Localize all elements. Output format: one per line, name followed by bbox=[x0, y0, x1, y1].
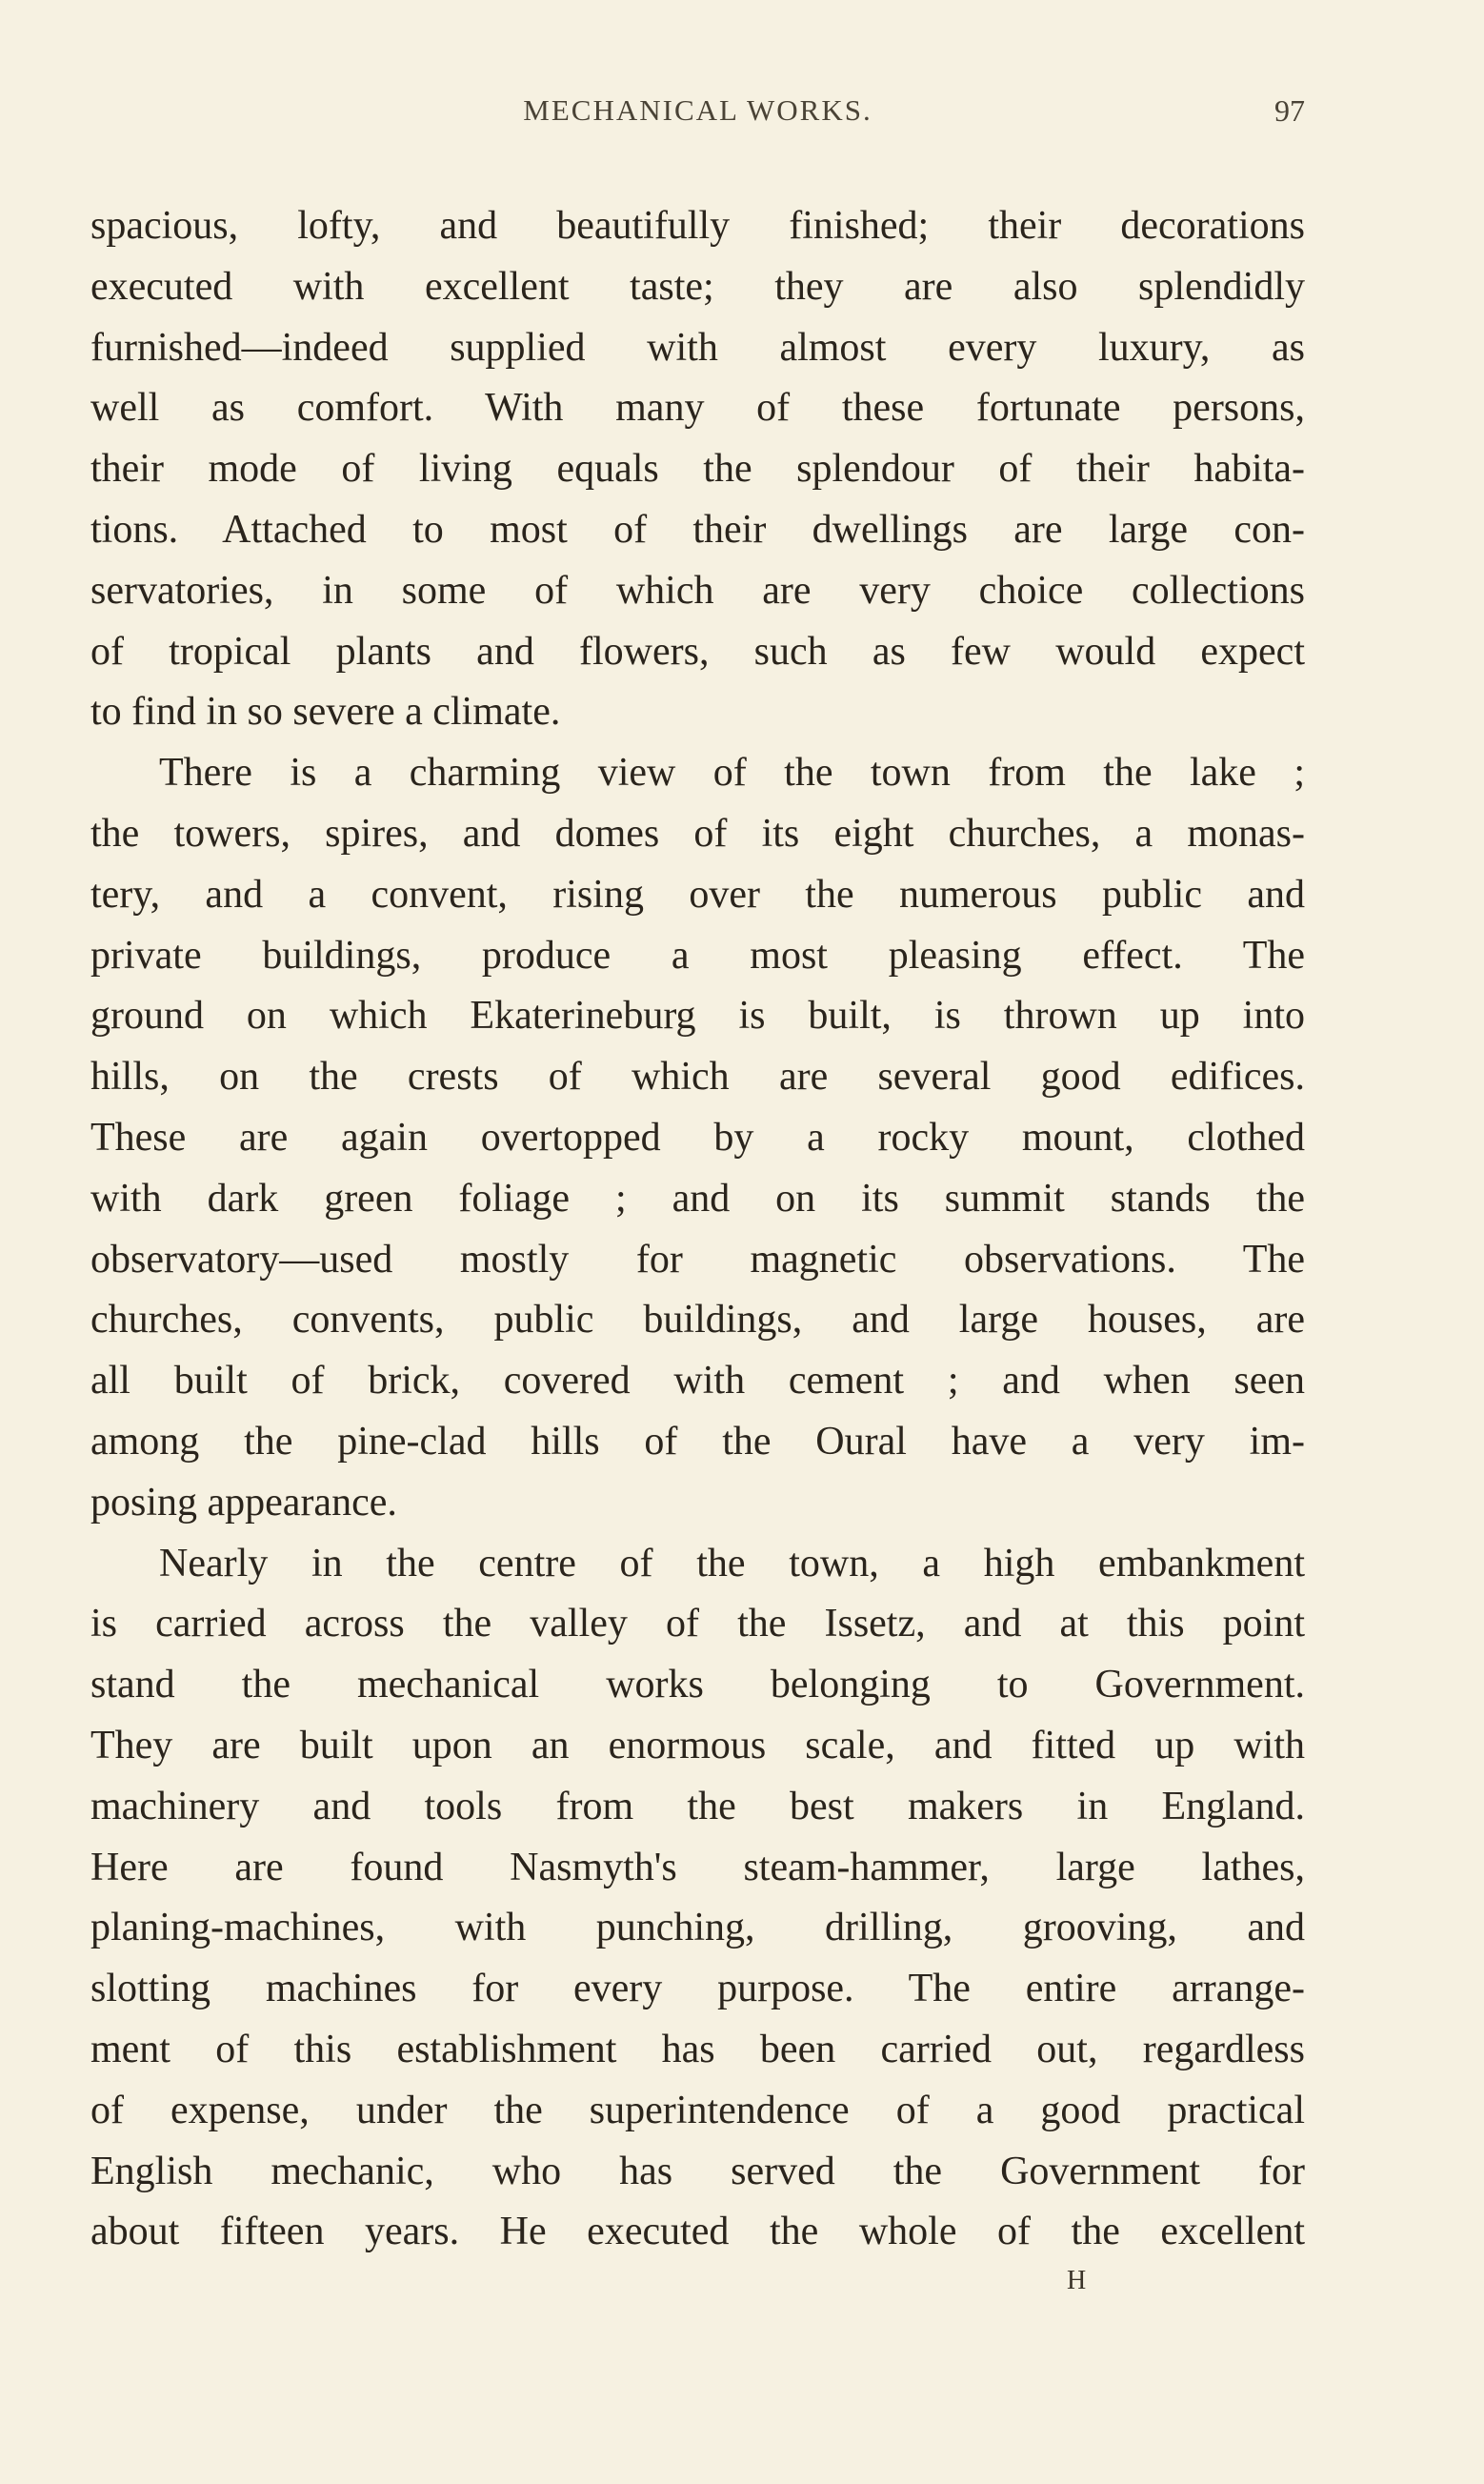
text-line: hills, on the crests of which are several good edifices. bbox=[90, 1055, 1305, 1100]
paragraph-start-line: There is a charming view of the town from the lake ; bbox=[159, 751, 1305, 796]
text-line: churches, convents, public buildings, and large houses, are bbox=[90, 1298, 1305, 1343]
body-text bbox=[90, 196, 1305, 2263]
text-line: They are built upon an enormous scale, and fitted up with bbox=[90, 1723, 1305, 1767]
text-line: machinery and tools from the best makers in England. bbox=[90, 1784, 1305, 1828]
text-line: among the pine-clad hills of the Oural have a very im- bbox=[90, 1419, 1305, 1464]
text-line: well as comfort. With many of these fortunate persons, bbox=[90, 386, 1305, 431]
text-line: their mode of living equals the splendour of their habita- bbox=[90, 447, 1305, 492]
text-line: all built of brick, covered with cement ; and when seen bbox=[90, 1359, 1305, 1404]
text-line: private buildings, produce a most pleasing effect. The bbox=[90, 933, 1305, 978]
text-line: furnished—indeed supplied with almost every luxury, as bbox=[90, 325, 1305, 370]
text-line: tery, and a convent, rising over the numerous public and bbox=[90, 872, 1305, 917]
text-line: about fifteen years. He executed the whole of the excellent bbox=[90, 2210, 1305, 2254]
text-line: posing appearance. bbox=[90, 1480, 397, 1525]
text-line: slotting machines for every purpose. The entire arrange- bbox=[90, 1967, 1305, 2011]
text-line: English mechanic, who has served the Government for bbox=[90, 2149, 1305, 2193]
text-line: ground on which Ekaterineburg is built, is thrown up into bbox=[90, 994, 1305, 1039]
text-line: to find in so severe a climate. bbox=[90, 690, 561, 735]
text-line: the towers, spires, and domes of its eight churches, a monas- bbox=[90, 811, 1305, 856]
text-line: is carried across the valley of the Issetz, and at this point bbox=[90, 1602, 1305, 1646]
text-line: executed with excellent taste; they are also splendidly bbox=[90, 264, 1305, 309]
running-head bbox=[90, 93, 1305, 141]
text-line: ment of this establishment has been carried out, regardless bbox=[90, 2027, 1305, 2071]
text-line: These are again overtopped by a rocky mount, clothed bbox=[90, 1115, 1305, 1160]
paragraph-start-line: Nearly in the centre of the town, a high embankment bbox=[159, 1541, 1305, 1585]
text-line: Here are found Nasmyth's steam-hammer, large lathes, bbox=[90, 1845, 1305, 1889]
text-line: of expense, under the superintendence of a good practical bbox=[90, 2088, 1305, 2132]
running-title: MECHANICAL WORKS. bbox=[523, 93, 872, 127]
text-line: spacious, lofty, and beautifully finished; their decorations bbox=[90, 204, 1305, 248]
text-line: planing-machines, with punching, drilling, grooving, and bbox=[90, 1906, 1305, 1950]
text-line: with dark green foliage ; and on its summit stands the bbox=[90, 1176, 1305, 1221]
text-line: tions. Attached to most of their dwellings are large con- bbox=[90, 507, 1305, 552]
signature-mark: H bbox=[1067, 2266, 1087, 2295]
text-line: servatories, in some of which are very choice collections bbox=[90, 568, 1305, 613]
page-number: 97 bbox=[1274, 93, 1305, 128]
text-line: of tropical plants and flowers, such as few would expect bbox=[90, 629, 1305, 674]
text-line: observatory—used mostly for magnetic observations. The bbox=[90, 1237, 1305, 1282]
text-line: stand the mechanical works belonging to Government. bbox=[90, 1663, 1305, 1707]
